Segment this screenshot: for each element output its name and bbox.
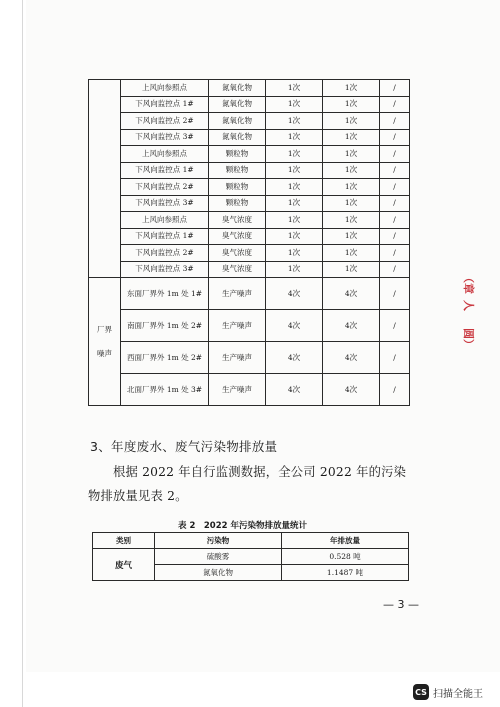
pollutant-cell: 颗粒物 [209,195,266,212]
pollutant-cell: 臭气浓度 [209,228,266,245]
category-cell-continued [89,80,121,278]
table-row [89,212,410,229]
note-cell: / [380,278,410,310]
table-row [89,162,410,179]
table-row [89,278,410,310]
note-cell: / [380,113,410,130]
monitoring-point-cell: 下风向监控点 1# [121,162,209,179]
watermark-text: 扫描全能王 [433,688,483,700]
monitoring-point-cell: 下风向监控点 3# [121,261,209,278]
monitoring-point-cell: 北面厂界外 1m 处 3# [121,374,209,406]
note-cell: / [380,195,410,212]
frequency-cell: 1次 [323,162,380,179]
note-cell: / [380,228,410,245]
table-row [89,374,410,406]
table-row [89,195,410,212]
frequency-cell: 1次 [323,129,380,146]
pollutant-cell: 颗粒物 [209,146,266,163]
pollutant-cell: 硫酸雾 [155,549,282,565]
note-cell: / [380,310,410,342]
frequency-cell: 4次 [323,342,380,374]
frequency-cell: 1次 [323,212,380,229]
header-annual-emission: 年排放量 [282,533,409,549]
note-cell: / [380,129,410,146]
pollutant-cell: 生产噪声 [209,342,266,374]
monitoring-point-cell: 东面厂界外 1m 处 1# [121,278,209,310]
pollutant-cell: 臭气浓度 [209,261,266,278]
pollutant-cell: 生产噪声 [209,310,266,342]
note-cell: / [380,245,410,262]
table-row [89,310,410,342]
table-caption: 表 2 2022 年污染物排放量统计 [178,521,307,531]
note-cell: / [380,261,410,278]
frequency-cell: 4次 [323,278,380,310]
note-cell: / [380,146,410,163]
frequency-cell: 1次 [323,245,380,262]
amount-cell: 0.528 吨 [282,549,409,565]
frequency-cell: 1次 [266,195,323,212]
section-paragraph: 根据 2022 年自行监测数据，全公司 2022 年的污染物排放量见表 2。 [88,465,407,503]
amount-cell: 1.1487 吨 [282,565,409,581]
note-cell: / [380,80,410,97]
category-noise-cell: 厂界噪声 [89,278,121,406]
page-number: — 3 — [383,598,419,611]
emissions-table [92,532,409,581]
monitoring-point-cell: 下风向监控点 2# [121,179,209,196]
pollutant-cell: 生产噪声 [209,374,266,406]
monitoring-point-cell: 下风向监控点 1# [121,228,209,245]
monitoring-schedule-table [88,79,410,406]
frequency-cell: 4次 [323,374,380,406]
monitoring-point-cell: 西面厂界外 1m 处 2# [121,342,209,374]
emissions-row [93,549,409,565]
pollutant-cell: 生产噪声 [209,278,266,310]
frequency-cell: 1次 [266,162,323,179]
monitoring-point-cell: 上风向参照点 [121,80,209,97]
seal-fragment: 圆） [462,328,475,350]
frequency-cell: 4次 [323,310,380,342]
pollutant-cell: 臭气浓度 [209,245,266,262]
table-row [89,129,410,146]
pollutant-cell: 氮氧化物 [209,113,266,130]
pollutant-cell: 氮氧化物 [209,96,266,113]
header-category: 类别 [93,533,155,549]
frequency-cell: 1次 [323,195,380,212]
scanner-watermark [413,683,483,701]
table-row [89,146,410,163]
frequency-cell: 4次 [266,342,323,374]
note-cell: / [380,162,410,179]
pollutant-cell: 臭气浓度 [209,212,266,229]
table-row [89,245,410,262]
frequency-cell: 1次 [266,113,323,130]
note-cell: / [380,212,410,229]
seal-fragment: 人 [462,300,475,311]
table-row [89,179,410,196]
frequency-cell: 1次 [323,80,380,97]
frequency-cell: 1次 [266,179,323,196]
frequency-cell: 1次 [266,129,323,146]
frequency-cell: 4次 [266,310,323,342]
pollutant-cell: 颗粒物 [209,162,266,179]
monitoring-point-cell: 下风向监控点 2# [121,245,209,262]
table-row [89,261,410,278]
table-row [89,80,410,97]
frequency-cell: 1次 [266,80,323,97]
frequency-cell: 1次 [266,245,323,262]
pollutant-cell: 颗粒物 [209,179,266,196]
frequency-cell: 1次 [323,96,380,113]
monitoring-point-cell: 下风向监控点 3# [121,195,209,212]
table-row [89,113,410,130]
frequency-cell: 1次 [323,228,380,245]
frequency-cell: 1次 [323,113,380,130]
red-seal-stamp [458,268,478,388]
frequency-cell: 1次 [266,228,323,245]
note-cell: / [380,342,410,374]
frequency-cell: 4次 [266,374,323,406]
seal-fragment: （章 [462,272,475,294]
table-row [89,342,410,374]
camscanner-logo-icon: CS [413,684,429,700]
table-row [89,96,410,113]
frequency-cell: 4次 [266,278,323,310]
pollutant-cell: 氮氧化物 [155,565,282,581]
monitoring-point-cell: 上风向参照点 [121,146,209,163]
category-exhaust-gas: 废气 [93,549,155,581]
note-cell: / [380,179,410,196]
pollutant-cell: 氮氧化物 [209,80,266,97]
binding-gutter-line [22,0,23,707]
note-cell: / [380,96,410,113]
section-heading: 3、年度废水、废气污染物排放量 [90,439,278,454]
frequency-cell: 1次 [266,261,323,278]
emissions-header-row [93,533,409,549]
monitoring-point-cell: 下风向监控点 1# [121,96,209,113]
frequency-cell: 1次 [323,261,380,278]
table-row [89,228,410,245]
frequency-cell: 1次 [266,146,323,163]
monitoring-point-cell: 下风向监控点 2# [121,113,209,130]
frequency-cell: 1次 [323,179,380,196]
monitoring-point-cell: 南面厂界外 1m 处 2# [121,310,209,342]
monitoring-point-cell: 下风向监控点 3# [121,129,209,146]
header-pollutant: 污染物 [155,533,282,549]
frequency-cell: 1次 [266,96,323,113]
pollutant-cell: 氮氧化物 [209,129,266,146]
frequency-cell: 1次 [323,146,380,163]
note-cell: / [380,374,410,406]
monitoring-point-cell: 上风向参照点 [121,212,209,229]
frequency-cell: 1次 [266,212,323,229]
